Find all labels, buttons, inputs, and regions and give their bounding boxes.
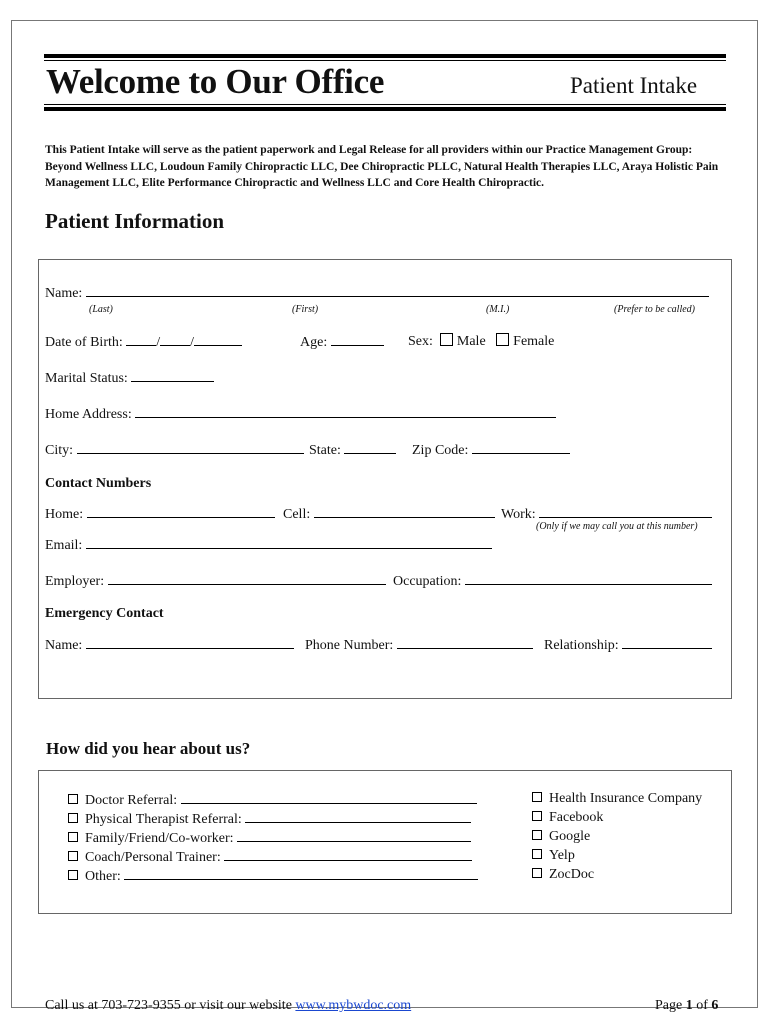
city-label: City: xyxy=(45,443,74,458)
hear-option-family[interactable] xyxy=(68,829,471,847)
coach-trainer-checkbox[interactable] xyxy=(68,851,78,861)
other-checkbox[interactable] xyxy=(68,870,78,880)
hear-option-facebook[interactable] xyxy=(532,810,603,826)
contact-numbers-heading: Contact Numbers xyxy=(45,476,152,491)
dob-label: Date of Birth: xyxy=(45,335,123,350)
age-input-line[interactable] xyxy=(331,333,384,346)
state-input-line[interactable] xyxy=(344,441,396,454)
work-phone-label: Work: xyxy=(501,507,536,522)
hear-option-zocdoc[interactable] xyxy=(532,867,594,883)
zip-field[interactable] xyxy=(412,441,570,459)
emergency-phone-label: Phone Number: xyxy=(305,638,394,653)
page-subtitle: Patient Intake xyxy=(570,73,698,98)
footer-contact xyxy=(45,998,411,1014)
page-of: of xyxy=(696,998,708,1013)
hear-option-label: Facebook xyxy=(549,810,604,825)
city-field[interactable] xyxy=(45,441,304,459)
header-top-rule xyxy=(44,54,726,58)
pt-referral-input-line[interactable] xyxy=(245,810,471,823)
page-number xyxy=(655,998,718,1014)
hear-option-pt[interactable] xyxy=(68,810,471,828)
email-label: Email: xyxy=(45,538,83,553)
hear-option-label: Physical Therapist Referral: xyxy=(85,812,242,827)
insurance-checkbox[interactable] xyxy=(532,792,542,802)
hear-option-label: Coach/Personal Trainer: xyxy=(85,850,221,865)
zip-label: Zip Code: xyxy=(412,443,469,458)
page-prefix: Page xyxy=(655,998,683,1013)
marital-field[interactable] xyxy=(45,369,214,387)
employer-label: Employer: xyxy=(45,574,105,589)
employer-field[interactable] xyxy=(45,572,386,590)
zocdoc-checkbox[interactable] xyxy=(532,868,542,878)
male-checkbox[interactable] xyxy=(440,333,453,346)
occupation-input-line[interactable] xyxy=(465,572,712,585)
family-friend-checkbox[interactable] xyxy=(68,832,78,842)
address-input-line[interactable] xyxy=(135,405,556,418)
hear-option-label: Family/Friend/Co-worker: xyxy=(85,831,234,846)
google-checkbox[interactable] xyxy=(532,830,542,840)
hear-option-yelp[interactable] xyxy=(532,848,575,864)
age-label: Age: xyxy=(300,335,328,350)
work-phone-input-line[interactable] xyxy=(539,505,712,518)
state-label: State: xyxy=(309,443,341,458)
home-phone-field[interactable] xyxy=(45,505,275,523)
other-input-line[interactable] xyxy=(124,867,478,880)
hear-option-label: Yelp xyxy=(549,848,575,863)
page-current: 1 xyxy=(685,998,693,1013)
hear-option-insurance[interactable] xyxy=(532,791,702,807)
coach-trainer-input-line[interactable] xyxy=(224,848,472,861)
hear-option-coach[interactable] xyxy=(68,848,472,866)
doctor-referral-input-line[interactable] xyxy=(181,791,477,804)
cell-phone-label: Cell: xyxy=(283,507,311,522)
home-phone-input-line[interactable] xyxy=(87,505,275,518)
hear-option-label: Google xyxy=(549,829,591,844)
name-sub-prefer: (Prefer to be called) xyxy=(614,304,695,315)
sex-label: Sex: xyxy=(408,334,433,349)
work-phone-note: (Only if we may call you at this number) xyxy=(536,521,698,532)
dob-month-line[interactable] xyxy=(126,333,156,346)
intro-paragraph: This Patient Intake will serve as the patient paperwork and Legal Release for all providers within our Practice Management Group: Beyond Wellness LLC, Loudoun Family Chiropractic LLC, Dee Chiropractic PLLC, Natural Health Therapies LLC, Araya Holistic Pain Management LLC, Elite Performance Chiropractic and Wellness LLC and Core Health Chiropractic. xyxy=(45,144,719,189)
marital-label: Marital Status: xyxy=(45,371,128,386)
hear-option-google[interactable] xyxy=(532,829,590,845)
name-input-line[interactable] xyxy=(86,284,709,297)
sex-field xyxy=(408,333,554,350)
home-phone-label: Home: xyxy=(45,507,84,522)
hear-option-label: Health Insurance Company xyxy=(549,791,703,806)
email-input-line[interactable] xyxy=(86,536,492,549)
occupation-field[interactable] xyxy=(393,572,712,590)
city-input-line[interactable] xyxy=(77,441,304,454)
doctor-referral-checkbox[interactable] xyxy=(68,794,78,804)
family-friend-input-line[interactable] xyxy=(237,829,471,842)
name-sub-last: (Last) xyxy=(89,304,113,315)
occupation-label: Occupation: xyxy=(393,574,462,589)
dob-day-line[interactable] xyxy=(160,333,190,346)
name-sub-mi: (M.I.) xyxy=(486,304,510,315)
header-bottom-rule xyxy=(44,107,726,111)
dob-year-line[interactable] xyxy=(194,333,242,346)
pt-referral-checkbox[interactable] xyxy=(68,813,78,823)
website-link[interactable]: www.mybwdoc.com xyxy=(295,998,412,1013)
hear-option-other[interactable] xyxy=(68,867,478,885)
name-sub-first: (First) xyxy=(292,304,319,315)
emergency-name-input-line[interactable] xyxy=(86,636,294,649)
hear-option-label: ZocDoc xyxy=(549,867,595,882)
emergency-relationship-input-line[interactable] xyxy=(622,636,712,649)
name-label: Name: xyxy=(45,286,83,301)
zip-input-line[interactable] xyxy=(472,441,570,454)
cell-phone-input-line[interactable] xyxy=(314,505,495,518)
page-title: Welcome to Our Office xyxy=(46,62,385,101)
hear-option-doctor[interactable] xyxy=(68,791,477,809)
patient-info-heading: Patient Information xyxy=(45,209,225,233)
employer-input-line[interactable] xyxy=(108,572,386,585)
male-label: Male xyxy=(456,334,486,349)
emergency-phone-field[interactable] xyxy=(305,636,533,654)
dob-field[interactable]: Date of Birth: / / xyxy=(45,333,242,351)
female-checkbox[interactable] xyxy=(496,333,509,346)
emergency-relationship-field[interactable] xyxy=(544,636,712,654)
hear-option-label: Other: xyxy=(85,869,121,884)
female-label: Female xyxy=(513,334,555,349)
hear-option-label: Doctor Referral: xyxy=(85,793,178,808)
cell-phone-field[interactable] xyxy=(283,505,495,523)
state-field[interactable] xyxy=(309,441,396,459)
marital-input-line[interactable] xyxy=(131,369,214,382)
emergency-relationship-label: Relationship: xyxy=(544,638,619,653)
address-field[interactable] xyxy=(45,405,556,423)
facebook-checkbox[interactable] xyxy=(532,811,542,821)
emergency-name-field[interactable] xyxy=(45,636,294,654)
yelp-checkbox[interactable] xyxy=(532,849,542,859)
name-field[interactable] xyxy=(45,284,709,302)
age-field[interactable] xyxy=(300,333,384,351)
footer-call-text: Call us at 703-723-9355 or visit our website xyxy=(45,998,292,1013)
header-top-rule-thin xyxy=(44,60,726,61)
hear-about-heading: How did you hear about us? xyxy=(46,739,251,758)
email-field[interactable] xyxy=(45,536,492,554)
emergency-phone-input-line[interactable] xyxy=(397,636,533,649)
header-bottom-rule-thin xyxy=(44,104,726,105)
emergency-name-label: Name: xyxy=(45,638,83,653)
page-total: 6 xyxy=(711,998,719,1013)
address-label: Home Address: xyxy=(45,407,132,422)
emergency-contact-heading: Emergency Contact xyxy=(45,606,164,621)
